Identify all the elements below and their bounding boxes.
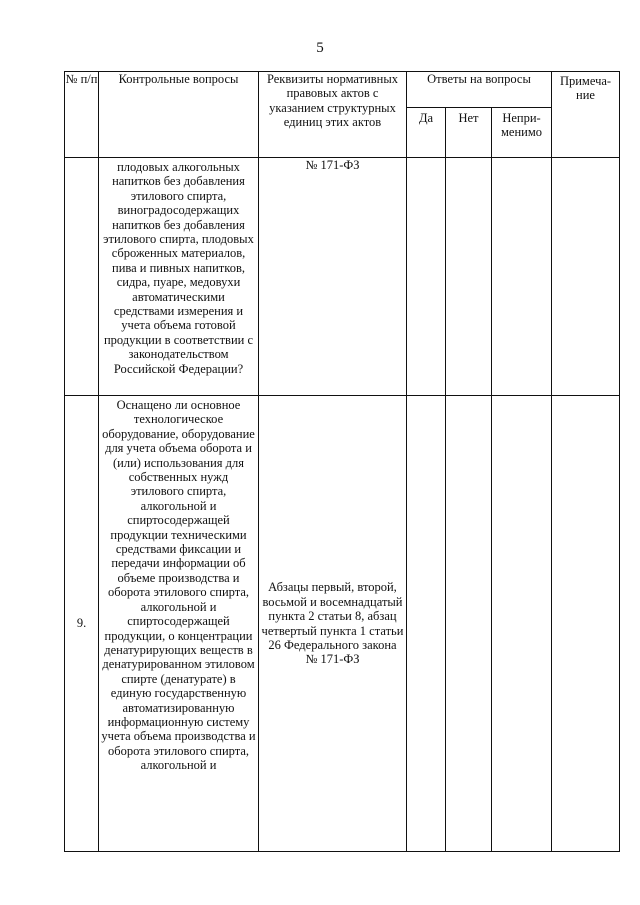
header-na: Непри-менимо xyxy=(492,108,552,158)
header-note: Примеча-ние xyxy=(552,72,620,158)
note-cell[interactable] xyxy=(552,158,620,396)
answer-no-cell[interactable] xyxy=(446,396,492,852)
row-num: 9. xyxy=(65,396,99,852)
row-question: плодовых алкогольных напитков без добавления этилового спирта, виноградосодержащих напитков без добавления этилового спирта, плодовых сброженных материалов, пива и пивных напитков, сидра, пуаре, медовухи автоматическими средствами измерения и учета объема готовой продукции в соответствии с законодательством Российской Федерации? xyxy=(99,158,259,396)
header-row xyxy=(65,72,620,108)
table-row xyxy=(65,158,620,396)
header-no: Нет xyxy=(446,108,492,158)
row-requisites: № 171-ФЗ xyxy=(259,158,407,396)
answer-na-cell[interactable] xyxy=(492,158,552,396)
header-yes: Да xyxy=(407,108,446,158)
row-num xyxy=(65,158,99,396)
header-question: Контрольные вопросы xyxy=(99,72,259,158)
answer-na-cell[interactable] xyxy=(492,396,552,852)
row-requisites: Абзацы первый, второй, восьмой и восемнадцатый пункта 2 статьи 8, абзац четвертый пункта 1 статьи 26 Федерального закона № 171-ФЗ xyxy=(259,396,407,852)
answer-yes-cell[interactable] xyxy=(407,158,446,396)
table-row xyxy=(65,396,620,852)
answer-no-cell[interactable] xyxy=(446,158,492,396)
note-cell[interactable] xyxy=(552,396,620,852)
answer-yes-cell[interactable] xyxy=(407,396,446,852)
page-number: 5 xyxy=(316,40,324,56)
header-requisites: Реквизиты нормативных правовых актов с указанием структурных единиц этих актов xyxy=(259,72,407,158)
checklist-table xyxy=(64,71,620,852)
header-num: № п/п xyxy=(65,72,99,158)
header-answers: Ответы на вопросы xyxy=(407,72,552,108)
row-question: Оснащено ли основное технологическое оборудование, оборудование для учета объема оборота и (или) использования для собственных нужд этилового спирта, алкогольной и спиртосодержащей продукции техническими средствами фиксации и передачи информации об объеме производства и оборота этилового спирта, алкогольной и спиртосодержащей продукции, о концентрации денатурирующих веществ в денатурированном этиловом спирте (денатурате) в единую государственную автоматизированную информационную систему учета объема производства и оборота этилового спирта, алкогольной и xyxy=(99,396,259,852)
